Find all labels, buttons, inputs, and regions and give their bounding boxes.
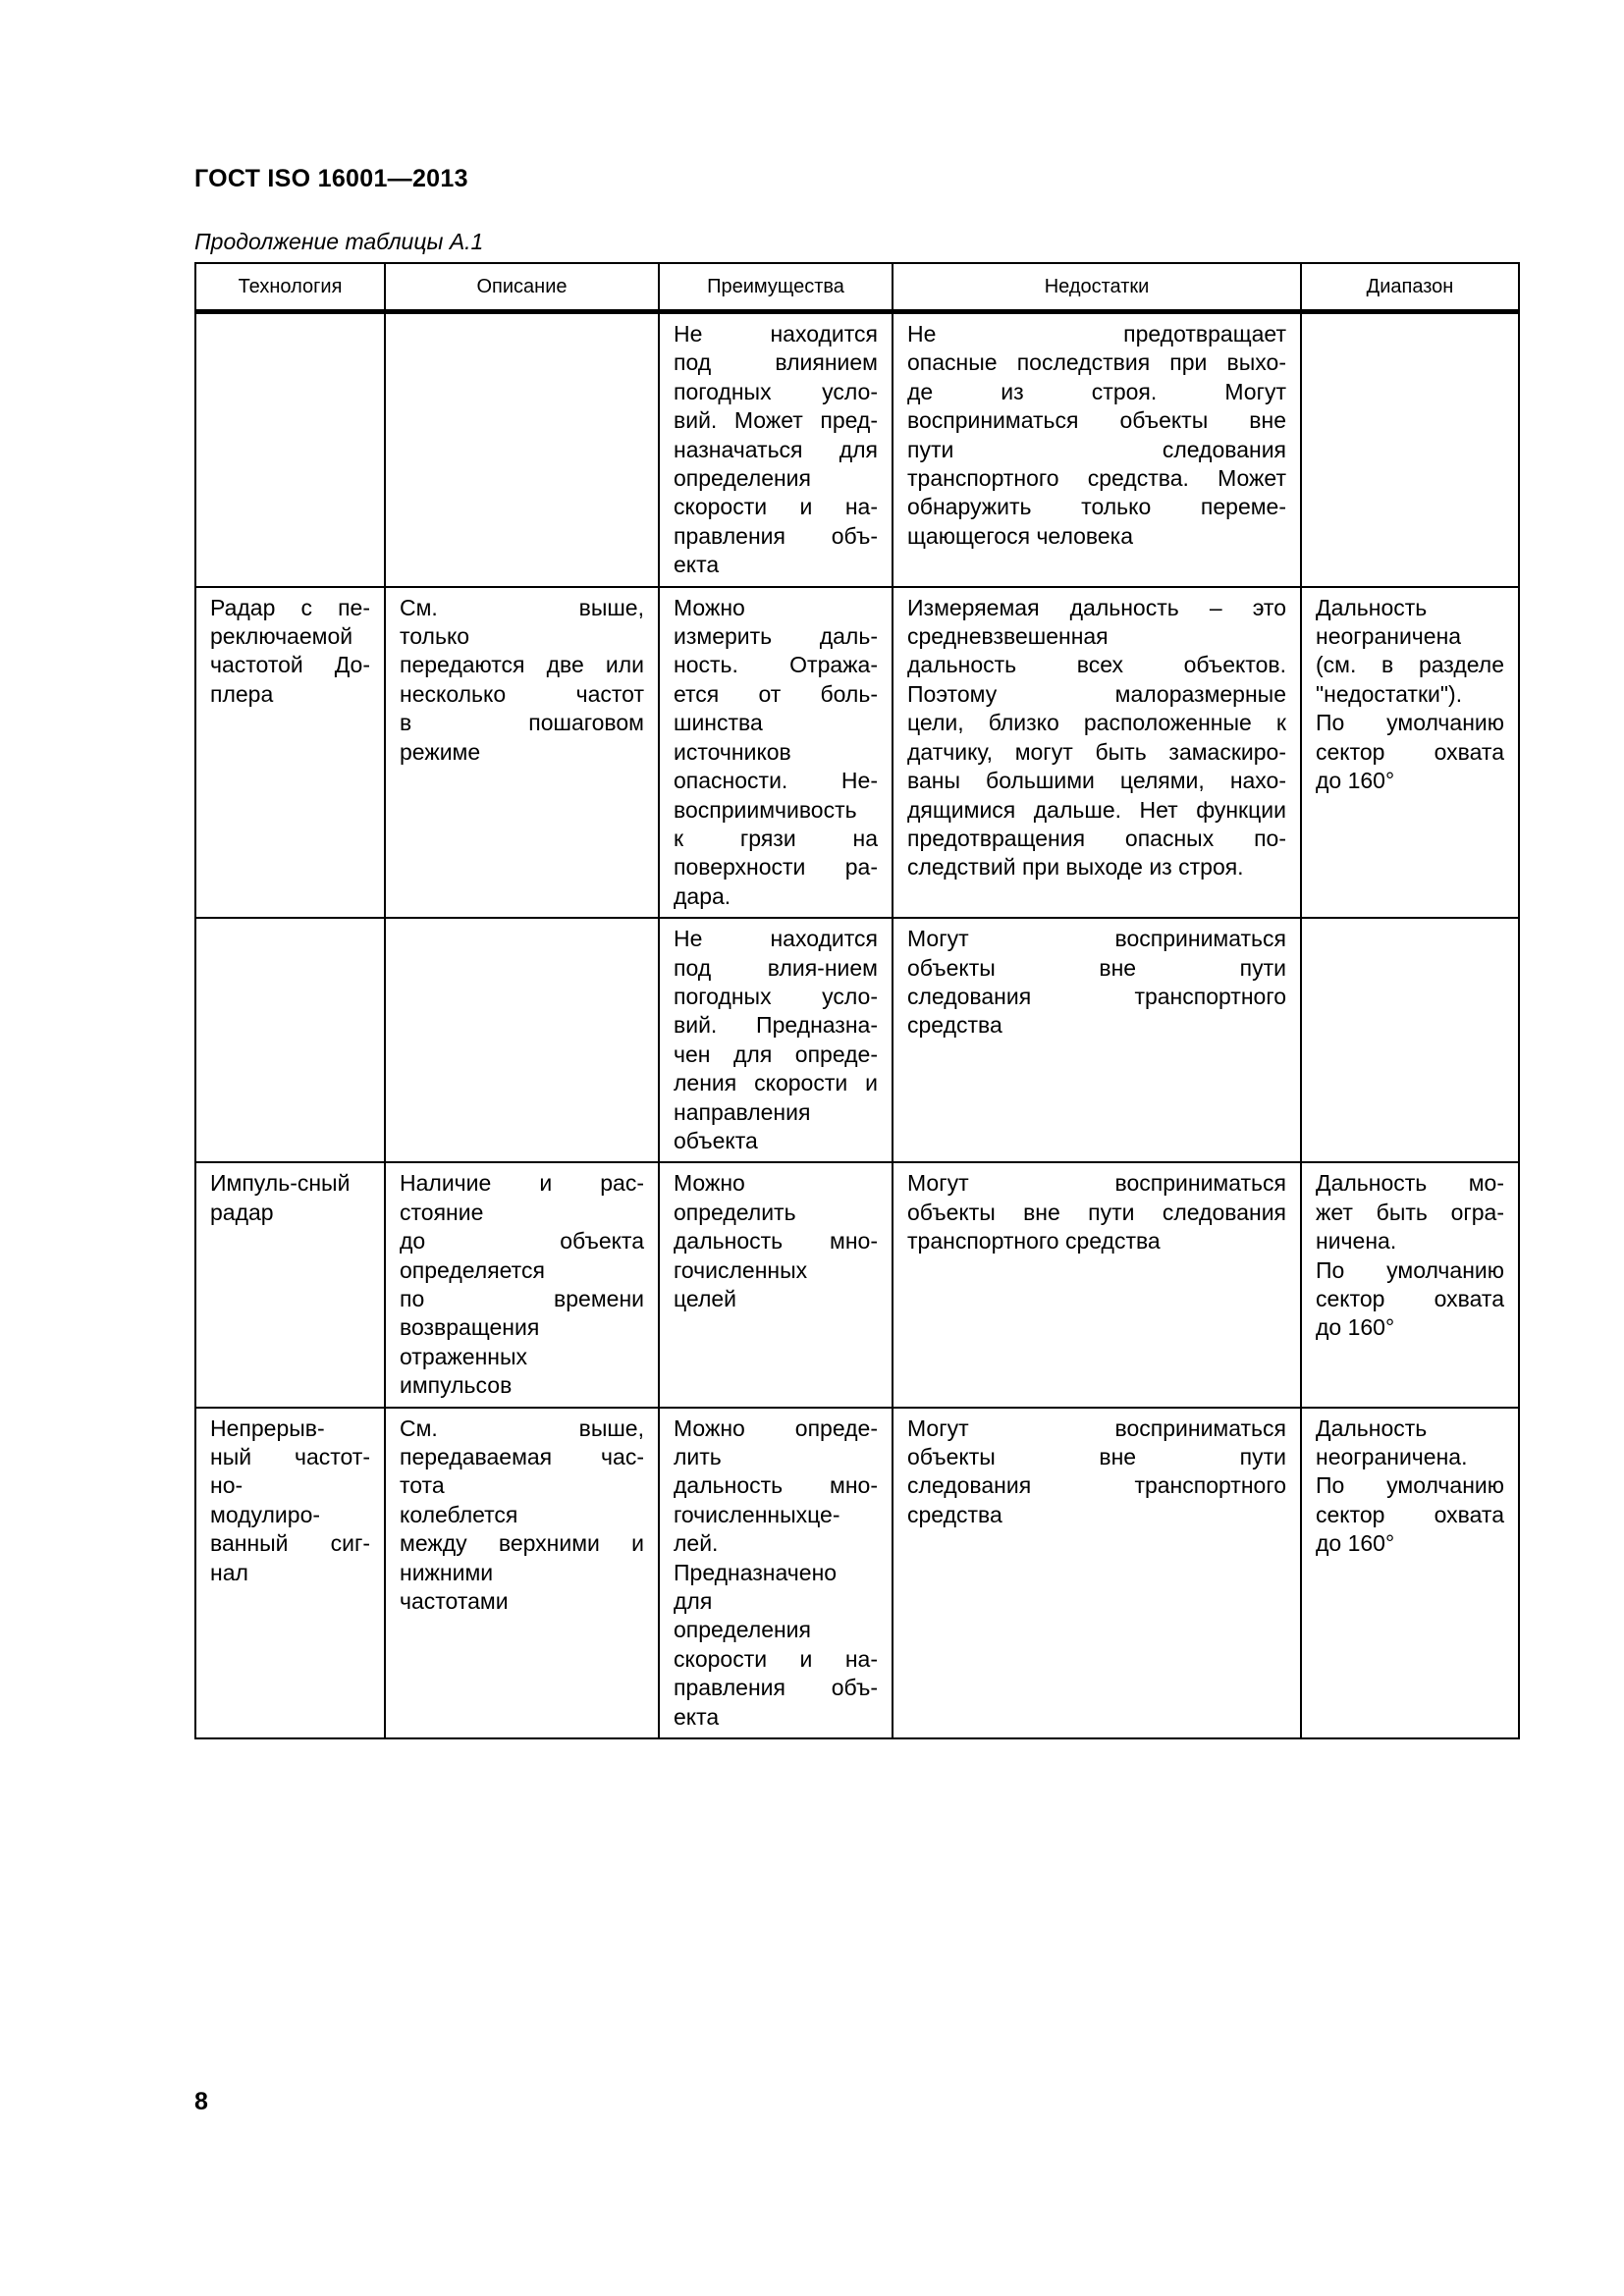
cell-text-line: вий. Может пред- — [674, 407, 878, 434]
cell-text-line: Поэтому малоразмерные — [907, 680, 1286, 707]
cell-text-line: Импуль-сный — [210, 1170, 351, 1197]
cell-text-line: отраженных — [400, 1343, 528, 1369]
cell-text-line: ванный сиг- — [210, 1530, 370, 1557]
cell-text-line: передаются две или — [400, 652, 644, 678]
cell-text-line: стояние — [400, 1199, 484, 1225]
cell-text-line: до 160° — [1316, 768, 1395, 794]
cell-text-line: обнаружить только переме- — [907, 494, 1286, 520]
cell-text-line: для — [674, 1588, 713, 1615]
column-header-range: Диапазон — [1301, 263, 1519, 312]
cell-text-line: неограничена — [1316, 623, 1462, 650]
cell-text-line: Не предотвращает — [907, 321, 1286, 347]
cell-text-line: источников — [674, 738, 791, 765]
cell-text-line: к грязи на — [674, 825, 878, 851]
cell-technology — [195, 1162, 385, 1407]
cell-text-line: объекты вне пути — [907, 954, 1286, 981]
cell-text-line: ный частот- — [210, 1444, 370, 1470]
cell-range — [1301, 1408, 1519, 1738]
cell-description — [385, 1408, 659, 1738]
cell-text-line: скорости и на- — [674, 494, 878, 520]
cell-text-line: Можно — [674, 1170, 745, 1197]
column-header-technology: Технология — [195, 263, 385, 312]
cell-text-line: в пошаговом — [400, 710, 644, 736]
table-row — [195, 918, 1519, 1162]
cell-text-line: по времени — [400, 1286, 644, 1311]
cell-range — [1301, 587, 1519, 918]
cell-text-line: Непрерыв- — [210, 1415, 325, 1441]
cell-text-line: определить — [674, 1199, 796, 1225]
cell-text-line: Могут восприниматься — [907, 1415, 1286, 1441]
cell-text-line: только — [400, 623, 470, 650]
cell-text-line: погодных усло- — [674, 378, 878, 404]
cell-text-line: гочисленных — [674, 1256, 808, 1283]
cell-text-line: лей. — [674, 1530, 719, 1557]
cell-text-line: Дальность — [1316, 1415, 1428, 1441]
cell-text-line: назначаться для — [674, 436, 878, 462]
cell-text-line: По умолчанию — [1316, 1256, 1504, 1283]
cell-text-line: определения — [674, 1617, 811, 1643]
cell-text-line: скорости и на- — [674, 1645, 878, 1672]
cell-text-line: Можно опреде- — [674, 1415, 878, 1441]
cell-text-line: реключаемой — [210, 623, 353, 650]
cell-text-line: датчику, могут быть замаскиро- — [907, 738, 1286, 765]
cell-text-line: Радар с пе- — [210, 594, 370, 620]
cell-description — [385, 587, 659, 918]
cell-text-line: объекты вне пути — [907, 1444, 1286, 1470]
cell-text-line: нал — [210, 1559, 248, 1585]
cell-disadvantages — [893, 918, 1301, 1162]
cell-range — [1301, 918, 1519, 1162]
cell-text-line: возвращения — [400, 1314, 540, 1341]
cell-text-line: Не находится — [674, 926, 878, 952]
cell-text-line: тота — [400, 1472, 445, 1499]
cell-text-line: цели, близко расположенные к — [907, 710, 1286, 736]
cell-disadvantages — [893, 587, 1301, 918]
cell-advantages — [659, 1408, 893, 1738]
column-header-description: Описание — [385, 263, 659, 312]
cell-text-line: сектор охвата — [1316, 1501, 1504, 1527]
cell-text-line: измерить даль- — [674, 623, 878, 650]
cell-advantages — [659, 587, 893, 918]
table-row — [195, 1162, 1519, 1407]
cell-text-line: По умолчанию — [1316, 710, 1504, 736]
cell-text-line: транспортного средства — [907, 1228, 1161, 1255]
cell-text-line: Наличие и рас- — [400, 1170, 644, 1197]
table-row — [195, 587, 1519, 918]
cell-text-line: предотвращения опасных по- — [907, 825, 1286, 851]
cell-text-line: средства — [907, 1501, 1002, 1527]
cell-text-line: Предназначено — [674, 1559, 838, 1585]
cell-text-line: объекта — [674, 1127, 758, 1153]
cell-text-line: сектор охвата — [1316, 1286, 1504, 1311]
cell-text-line: до 160° — [1316, 1530, 1395, 1557]
column-header-disadvantages: Недостатки — [893, 263, 1301, 312]
cell-text-line: дара. — [674, 882, 731, 909]
table-header-row — [195, 263, 1519, 312]
cell-text-line: дальность всех объектов. — [907, 652, 1286, 678]
cell-text-line: екта — [674, 1703, 720, 1730]
cell-text-line: плера — [210, 680, 274, 707]
cell-text-line: восприниматься объекты вне — [907, 407, 1286, 434]
cell-technology — [195, 312, 385, 587]
cell-text-line: направления — [674, 1098, 811, 1125]
cell-range — [1301, 1162, 1519, 1407]
cell-text-line: восприимчивость — [674, 796, 857, 823]
cell-text-line: Дальность — [1316, 594, 1428, 620]
cell-text-line: радар — [210, 1199, 274, 1225]
cell-text-line: Можно — [674, 594, 745, 620]
cell-text-line: колеблется — [400, 1501, 518, 1527]
cell-text-line: объекты вне пути следования — [907, 1199, 1286, 1225]
cell-text-line: неограничена. — [1316, 1444, 1468, 1470]
page-number: 8 — [194, 2088, 208, 2115]
cell-text-line: правления объ- — [674, 522, 878, 549]
cell-text-line: импульсов — [400, 1372, 513, 1399]
cell-advantages — [659, 312, 893, 587]
cell-text-line: сектор охвата — [1316, 738, 1504, 765]
cell-text-line: следования транспортного — [907, 983, 1286, 1009]
cell-text-line: опасные последствия при выхо- — [907, 349, 1286, 376]
cell-text-line: Не находится — [674, 321, 878, 347]
cell-advantages — [659, 918, 893, 1162]
cell-text-line: определяется — [400, 1256, 545, 1283]
cell-disadvantages — [893, 1162, 1301, 1407]
cell-text-line: но- — [210, 1472, 244, 1499]
cell-text-line: жет быть огра- — [1316, 1199, 1504, 1225]
cell-text-line: дящимися дальше. Нет функции — [907, 796, 1286, 823]
column-header-advantages: Преимущества — [659, 263, 893, 312]
cell-text-line: модулиро- — [210, 1501, 321, 1527]
cell-text-line: погодных усло- — [674, 983, 878, 1009]
cell-description — [385, 312, 659, 587]
cell-text-line: правления объ- — [674, 1675, 878, 1701]
cell-text-line: См. выше, — [400, 594, 644, 620]
cell-text-line: передаваемая час- — [400, 1444, 644, 1470]
cell-text-line: между верхними и — [400, 1530, 644, 1557]
cell-technology — [195, 918, 385, 1162]
cell-text-line: ления скорости и — [674, 1070, 878, 1096]
cell-text-line: Измеряемая дальность – это — [907, 594, 1286, 620]
cell-text-line: опасности. Не- — [674, 768, 878, 794]
cell-text-line: определения — [674, 465, 811, 492]
cell-text-line: чен для опреде- — [674, 1041, 878, 1067]
cell-text-line: режиме — [400, 738, 481, 765]
cell-text-line: лить — [674, 1444, 722, 1470]
cell-text-line: де из строя. Могут — [907, 378, 1286, 404]
cell-technology — [195, 1408, 385, 1738]
cell-text-line: Могут восприниматься — [907, 926, 1286, 952]
cell-description — [385, 918, 659, 1162]
cell-text-line: средневзвешенная — [907, 623, 1109, 650]
cell-text-line: ничена. — [1316, 1228, 1397, 1255]
cell-text-line: несколько частот — [400, 680, 644, 707]
cell-text-line: дальность мно- — [674, 1472, 878, 1499]
cell-text-line: нижними — [400, 1559, 494, 1585]
cell-text-line: гочисленныхце- — [674, 1501, 840, 1527]
cell-text-line: ется от боль- — [674, 680, 878, 707]
cell-text-line: транспортного средства. Может — [907, 465, 1286, 492]
cell-text-line: частотами — [400, 1588, 509, 1615]
cell-text-line: щающегося человека — [907, 522, 1134, 549]
cell-text-line: поверхности ра- — [674, 854, 878, 881]
cell-text-line: под влиянием — [674, 349, 878, 376]
cell-advantages — [659, 1162, 893, 1407]
technology-table — [194, 262, 1520, 1739]
cell-text-line: "недостатки"). — [1316, 680, 1463, 707]
table-row — [195, 312, 1519, 587]
cell-text-line: ность. Отража- — [674, 652, 878, 678]
cell-text-line: пути следования — [907, 436, 1286, 462]
cell-text-line: целей — [674, 1286, 737, 1311]
cell-text-line: следования транспортного — [907, 1472, 1286, 1499]
cell-text-line: до 160° — [1316, 1314, 1395, 1341]
cell-text-line: См. выше, — [400, 1415, 644, 1441]
cell-text-line: Могут восприниматься — [907, 1170, 1286, 1197]
cell-text-line: Дальность мо- — [1316, 1170, 1504, 1197]
cell-text-line: екта — [674, 552, 720, 578]
cell-text-line: вий. Предназна- — [674, 1012, 878, 1039]
cell-text-line: до объекта — [400, 1228, 644, 1255]
cell-text-line: (см. в разделе — [1316, 652, 1504, 678]
cell-technology — [195, 587, 385, 918]
cell-disadvantages — [893, 312, 1301, 587]
cell-text-line: средства — [907, 1012, 1002, 1039]
table-row — [195, 1408, 1519, 1738]
cell-text-line: под влия-нием — [674, 954, 878, 981]
cell-text-line: следствий при выходе из строя. — [907, 854, 1244, 881]
cell-text-line: частотой До- — [210, 652, 370, 678]
document-header: ГОСТ ISO 16001—2013 — [194, 165, 468, 192]
cell-text-line: дальность мно- — [674, 1228, 878, 1255]
cell-text-line: шинства — [674, 710, 763, 736]
cell-text-line: ваны большими целями, нахо- — [907, 768, 1286, 794]
cell-range — [1301, 312, 1519, 587]
cell-text-line: По умолчанию — [1316, 1472, 1504, 1499]
table-caption: Продолжение таблицы А.1 — [194, 229, 484, 254]
cell-disadvantages — [893, 1408, 1301, 1738]
cell-description — [385, 1162, 659, 1407]
